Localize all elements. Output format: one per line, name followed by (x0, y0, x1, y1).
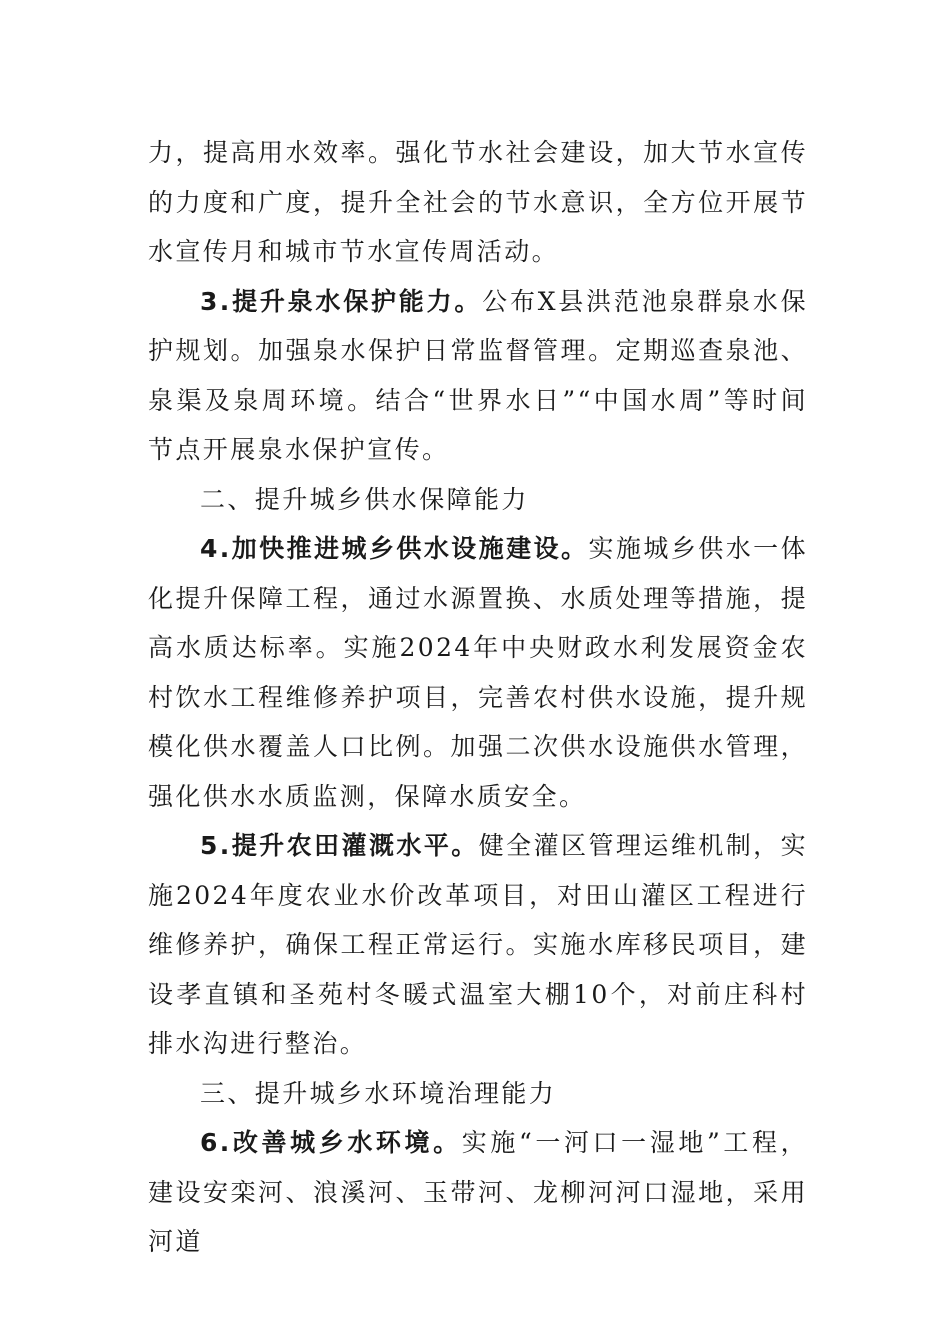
paragraph-heading: 5.提升农田灌溉水平。 (200, 831, 479, 860)
paragraph-supply-facilities (148, 524, 808, 821)
paragraph-heading: 4.加快推进城乡供水设施建设。 (200, 534, 589, 563)
paragraph-irrigation (148, 821, 808, 1069)
paragraph-water-saving (148, 128, 808, 277)
paragraph-text: 力，提高用水效率。强化节水社会建设，加大节水宣传的力度和广度，提升全社会的节水意识，全方位开展节水宣传月和城市节水宣传周活动。 (148, 138, 808, 266)
section-title-water-supply: 二、提升城乡供水保障能力 (200, 484, 529, 514)
document-body (148, 128, 808, 1267)
paragraph-spring-protection (148, 277, 808, 475)
paragraph-water-environment (148, 1118, 808, 1267)
paragraph-text: 健全灌区管理运维机制，实施2024年度农业水价改革项目，对田山灌区工程进行维修养护，确保工程正常运行。实施水库移民项目，建设孝直镇和圣苑村冬暖式温室大棚10个，对前庄科村排水沟进行整治。 (148, 831, 808, 1058)
paragraph-text: 实施城乡供水一体化提升保障工程，通过水源置换、水质处理等措施，提高水质达标率。实施2024年中央财政水利发展资金农村饮水工程维修养护项目，完善农村供水设施，提升规模化供水覆盖人口比例。加强二次供水设施供水管理，强化供水水质监测，保障水质安全。 (148, 534, 808, 811)
paragraph-text: 实施“一河口一湿地”工程，建设安栾河、浪溪河、玉带河、龙柳河河口湿地，采用河道 (148, 1128, 808, 1256)
section-title-water-environment: 三、提升城乡水环境治理能力 (200, 1078, 557, 1108)
paragraph-text: 公布X县洪范池泉群泉水保护规划。加强泉水保护日常监督管理。定期巡查泉池、泉渠及泉周环境。结合“世界水日”“中国水周”等时间节点开展泉水保护宣传。 (148, 286, 808, 464)
paragraph-heading: 3.提升泉水保护能力。 (200, 286, 483, 316)
paragraph-heading: 6.改善城乡水环境。 (200, 1128, 462, 1157)
